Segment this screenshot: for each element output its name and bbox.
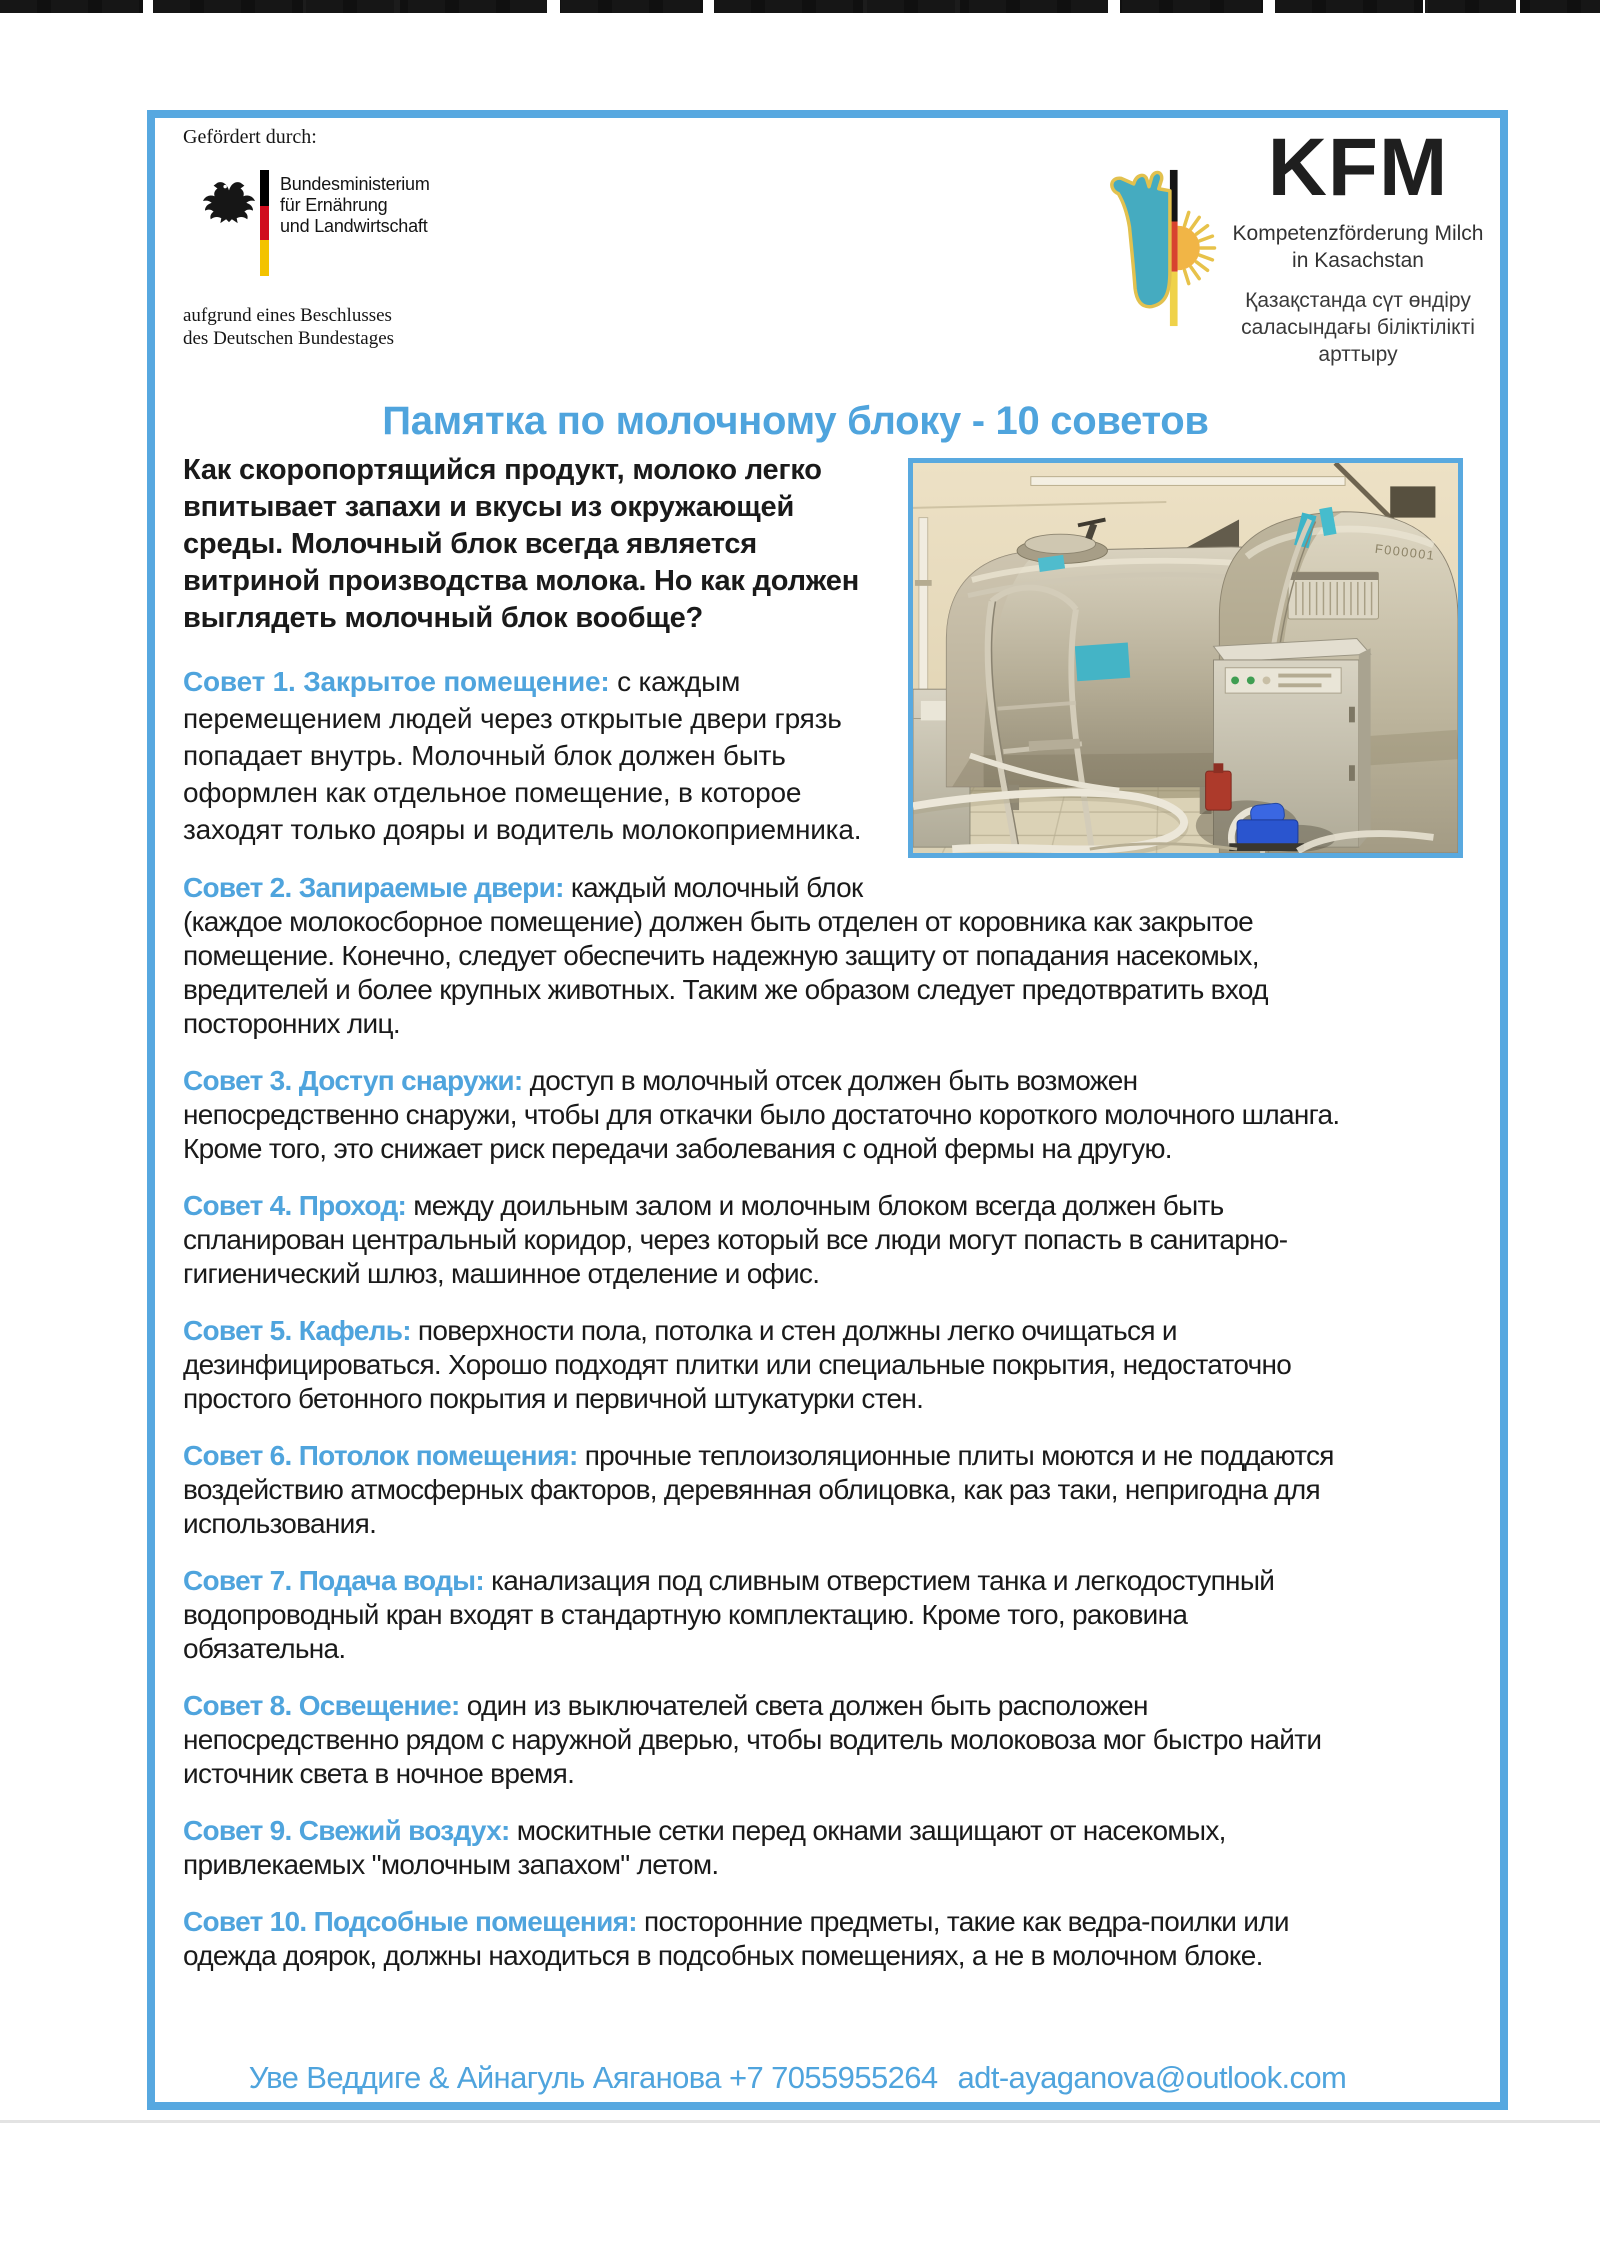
kfm-logo — [1088, 124, 1500, 374]
tip-heading: Совет 8. Освещение: — [183, 1690, 467, 1721]
tip-heading: Совет 3. Доступ снаружи: — [183, 1065, 530, 1096]
tip-heading: Совет 1. Закрытое помещение: — [183, 666, 618, 697]
federal-eagle-icon — [201, 176, 257, 231]
tip-text: поверхности пола, потолка и стен должны легко очищаться и дезинфицироваться. Хорошо подходят плитки или специальные покрытия, недостаточно простого бетонного покрытия и первичной штукатурки стен. — [183, 1315, 1292, 1414]
tip-10 — [183, 1905, 1353, 1973]
mandate-note: aufgrund eines Beschlusses des Deutschen Bundestages — [183, 305, 395, 349]
contact-names-phone: Уве Веддиге & Айнагуль Аяганова +7 7055955264 — [248, 2060, 938, 2095]
tip-heading: Совет 2. Запираемые двери: — [183, 872, 571, 903]
kfm-subtitle-de: Kompetenzförderung Milch in Kasachstan — [1232, 222, 1484, 272]
tip-text: с каждым перемещением людей через открытые двери грязь попадает внутрь. Молочный блок должен быть оформлен как отдельное помещение, в которое заходят только дояры и водитель молокоприемника. — [183, 666, 862, 845]
tip-text: москитные сетки перед окнами защищают от насекомых, привлекаемых "молочным запахом" летом. — [183, 1815, 1226, 1880]
tip-8 — [183, 1689, 1353, 1791]
footer-contacts — [183, 2060, 1472, 2096]
tip-7 — [183, 1564, 1353, 1666]
tip-text: посторонние предметы, такие как ведра-поилки или одежда доярок, должны находиться в подсобных помещениях, а не в молочном блоке. — [183, 1906, 1289, 1971]
tip-5 — [183, 1314, 1353, 1416]
tip-9 — [183, 1814, 1353, 1882]
kfm-text — [1220, 124, 1496, 368]
page-frame — [147, 110, 1508, 2110]
tip-3 — [183, 1064, 1353, 1166]
tip-2 — [183, 871, 1353, 1041]
kfm-subtitle-kz: Қазақстанда сүт өндіру саласындағы біліктілікті арттыру — [1241, 289, 1475, 366]
contact-email: adt-ayaganova@outlook.com — [957, 2060, 1347, 2095]
funded-by-label: Gefördert durch: — [183, 126, 317, 148]
tip-text: между доильным залом и молочным блоком всегда должен быть спланирован центральный коридор, через который все люди могут попасть в санитарно-гигиенический шлюз, машинное отделение и офис. — [183, 1190, 1288, 1289]
kfm-acronym: KFM — [1267, 122, 1449, 213]
svg-text:F000001: F000001 — [1374, 540, 1437, 564]
german-flag-bar — [260, 170, 269, 276]
intro-paragraph: Как скоропортящийся продукт, молоко легко впитывает запахи и вкусы из окружающей среды. Молочный блок всегда является витриной производства молока. Но как должен выглядеть молочный блок вообще? — [183, 454, 860, 634]
bmel-funding-block — [183, 126, 603, 349]
tip-heading: Совет 9. Свежий воздух: — [183, 1815, 517, 1846]
tip-heading: Совет 7. Подача воды: — [183, 1565, 492, 1596]
ministry-name: Bundesministerium für Ernährung und Landwirtschaft — [280, 174, 430, 236]
tip-text: доступ в молочный отсек должен быть возможен непосредственно снаружи, чтобы для откачки было достаточно короткого молочного шланга. Кроме того, это снижает риск передачи заболевания с одной фермы на другую. — [183, 1065, 1340, 1164]
milk-tanks-photo — [908, 458, 1463, 858]
scan-shadow-line — [0, 2120, 1600, 2123]
tip-heading: Совет 5. Кафель: — [183, 1315, 418, 1346]
tip-text: прочные теплоизоляционные плиты моются и не поддаются воздействию атмосферных факторов, деревянная облицовка, как раз таки, непригодна для использования. — [183, 1440, 1334, 1539]
tip-text: канализация под сливным отверстием танка и легкодоступный водопроводный кран входят в стандартную комплектацию. Кроме того, раковина обязательна. — [183, 1565, 1275, 1664]
tip-text: каждый молочный блок (каждое молокосборное помещение) должен быть отделен от коровника как закрытое помещение. Конечно, следует обеспечить надежную защиту от попадания насекомых, вредителей и более крупных животных. Таким же образом следует предотвратить вход посторонних лиц. — [183, 872, 1268, 1039]
kfm-cow-icon — [1103, 130, 1218, 371]
tip-4 — [183, 1189, 1353, 1291]
tip-heading: Совет 10. Подсобные помещения: — [183, 1906, 644, 1937]
bmel-logo — [183, 170, 603, 282]
tip-heading: Совет 6. Потолок помещения: — [183, 1440, 585, 1471]
tip-6 — [183, 1439, 1353, 1541]
page-title: Памятка по молочному блоку - 10 советов — [382, 399, 1209, 443]
scan-artifact-band — [0, 0, 1600, 13]
tip-text: один из выключателей света должен быть расположен непосредственно рядом с наружной дверью, чтобы водитель молоковоза мог быстро найти источник света в ночное время. — [183, 1690, 1322, 1789]
content — [155, 452, 1500, 1973]
tips-list — [183, 663, 1475, 1973]
tip-heading: Совет 4. Проход: — [183, 1190, 414, 1221]
